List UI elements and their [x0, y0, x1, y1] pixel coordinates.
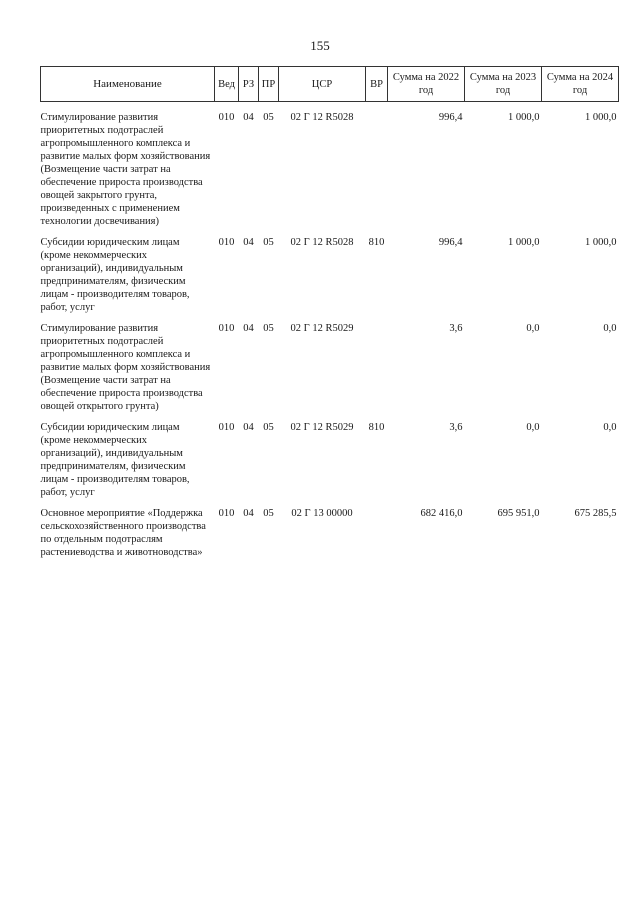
- row-sum-2023: 1 000,0: [508, 237, 540, 248]
- row-rz: 04: [243, 508, 254, 519]
- row-name: Основное мероприятие «Поддержка сельскохозяйственного производства по отдельным подотраслям растениеводства и животноводства»: [40, 508, 206, 558]
- header-csr: ЦСР: [279, 67, 366, 102]
- row-csr: 02 Г 12 R5028: [290, 237, 354, 248]
- table-body: [41, 102, 619, 562]
- row-name: Субсидии юридическим лицам (кроме некоммерческих организаций), индивидуальным предпринимателям, физическим лицам - производителям товаров, работ, услуг: [40, 237, 190, 313]
- header-sum-2024: Сумма на 2024 год: [542, 67, 619, 102]
- row-name: Стимулирование развития приоритетных подотраслей агропромышленного комплекса и развитие малых форм хозяйствования (Возмещение части затрат на обеспечение прироста производства овощей открытого грунта): [40, 323, 211, 412]
- row-sum-2022: 996,4: [438, 237, 463, 248]
- row-ved: 010: [218, 422, 235, 433]
- table-row: [41, 102, 619, 231]
- header-sum-2022: Сумма на 2022 год: [388, 67, 465, 102]
- row-rz: 04: [243, 237, 254, 248]
- row-csr: 02 Г 13 00000: [291, 508, 353, 519]
- row-name: Субсидии юридическим лицам (кроме некоммерческих организаций), индивидуальным предпринимателям, физическим лицам - производителям товаров, работ, услуг: [40, 422, 190, 498]
- row-pr: 05: [263, 112, 274, 123]
- header-row: [41, 67, 619, 102]
- table-row: [41, 230, 619, 316]
- row-csr: 02 Г 12 R5029: [290, 422, 354, 433]
- table-row: [41, 316, 619, 415]
- header-ved: Вед: [215, 67, 239, 102]
- row-csr: 02 Г 12 R5028: [290, 112, 354, 123]
- header-pr: ПР: [259, 67, 279, 102]
- row-sum-2022: 682 416,0: [420, 508, 463, 519]
- row-sum-2024: 1 000,0: [585, 237, 617, 248]
- row-rz: 04: [243, 422, 254, 433]
- row-vr: [366, 501, 388, 561]
- table-row: [41, 415, 619, 501]
- row-sum-2024: 675 285,5: [574, 508, 617, 519]
- budget-table: [40, 66, 619, 561]
- header-sum-2023: Сумма на 2023 год: [465, 67, 542, 102]
- row-ved: 010: [218, 112, 235, 123]
- row-rz: 04: [243, 112, 254, 123]
- row-pr: 05: [263, 508, 274, 519]
- header-vr: ВР: [366, 67, 388, 102]
- budget-sheet: [40, 66, 618, 561]
- row-sum-2022: 996,4: [438, 112, 463, 123]
- row-pr: 05: [263, 323, 274, 334]
- row-vr: [366, 316, 388, 415]
- page-number: 155: [310, 38, 330, 53]
- row-sum-2024: 0,0: [603, 323, 617, 334]
- header-name: Наименование: [41, 67, 215, 102]
- row-sum-2023: 695 951,0: [497, 508, 540, 519]
- row-sum-2022: 3,6: [449, 422, 463, 433]
- table-row: [41, 501, 619, 561]
- row-pr: 05: [263, 422, 274, 433]
- row-vr: 810: [368, 422, 385, 433]
- table-header: [41, 67, 619, 102]
- header-rz: РЗ: [239, 67, 259, 102]
- row-ved: 010: [218, 237, 235, 248]
- row-ved: 010: [218, 508, 235, 519]
- row-sum-2023: 0,0: [526, 323, 540, 334]
- row-sum-2024: 0,0: [603, 422, 617, 433]
- row-ved: 010: [218, 323, 235, 334]
- row-csr: 02 Г 12 R5029: [290, 323, 354, 334]
- row-sum-2022: 3,6: [449, 323, 463, 334]
- row-vr: 810: [368, 237, 385, 248]
- row-name: Стимулирование развития приоритетных подотраслей агропромышленного комплекса и развитие малых форм хозяйствования (Возмещение части затрат на обеспечение прироста производства овощей закрытого грунта, произведенных с применением технологии досвечивания): [40, 112, 211, 227]
- row-pr: 05: [263, 237, 274, 248]
- row-sum-2024: 1 000,0: [585, 112, 617, 123]
- row-rz: 04: [243, 323, 254, 334]
- row-vr: [366, 102, 388, 231]
- row-sum-2023: 1 000,0: [508, 112, 540, 123]
- row-sum-2023: 0,0: [526, 422, 540, 433]
